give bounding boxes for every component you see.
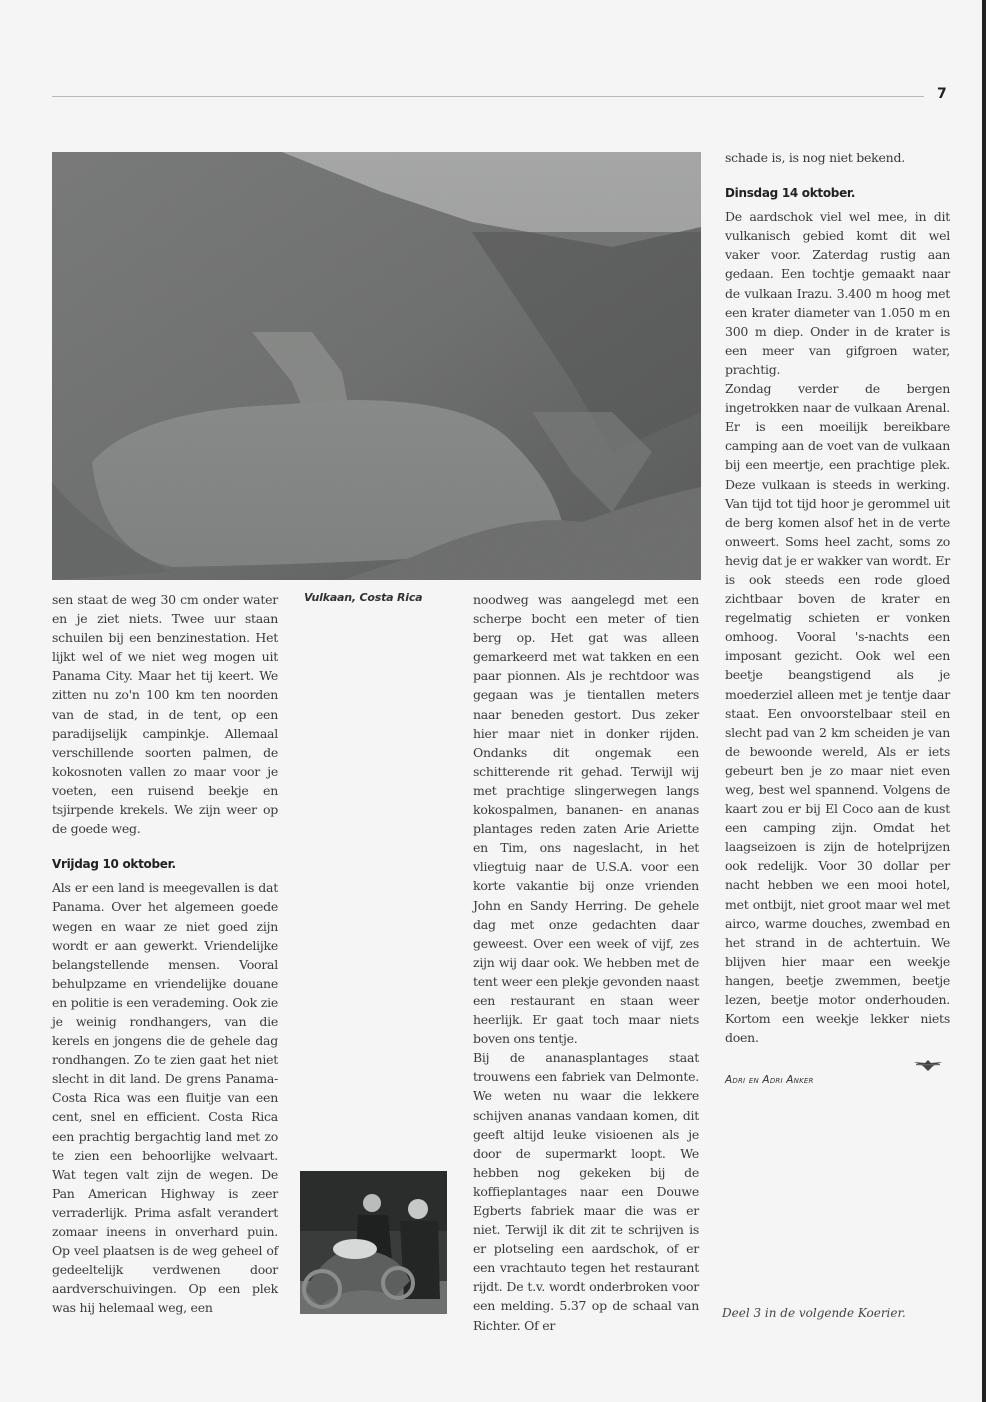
paragraph: Zondag verder de bergen ingetrokken naar de vulkaan Arenal. Er is een moeilijk bereikbare camping aan de voet van de vulkaan bij een meertje, een prachtige plek. Deze vulkaan is steeds in werking. Van tijd tot tijd hoor je gerommel uit de berg komen alsof het in de verte onweert. Soms heel zacht, soms zo hevig dat je er wakker van wordt. Er is ook steeds een rode gloed zichtbaar boven de krater en regelmatig schieten er vonken omhoog. Vooral 's-nachts een imposant gezicht. Ook wel een beetje beangstigend als je moederziel alleen met je tentje daar staat. Een onvoorstelbaar steil en slecht pad van 2 km scheiden je van de bewoonde wereld, Als er iets gebeurt ben je zo maar niet even weg, best wel spannend. Volgens de kaart zou er bij El Coco aan de kust een camping zijn. Omdat het laagseizoen is zijn de hotelprijzen ook redelijk. Voor 30 dollar per nacht hebben we een mooi hotel, met ontbijt, niet groot maar wel met airco, warme douches, zwembad en het strand in de achtertuin. We blijven hier maar een weekje hangen, beetje zwemmen, beetje lezen, beetje motor onderhouden. Kortom een weekje lekker niets doen. [725,381,950,1046]
motorcycle-photo [300,1171,447,1314]
volcano-photo [52,152,701,580]
author-signature: Adri en Adri Anker [725,1074,814,1087]
paragraph: Bij de ananasplantages staat trouwens een fabriek van Delmonte. We weten nu waar die lekkere schijven ananas vandaan komen, dit geeft altijd leuke visioenen als je door de supermarkt loopt. We hebben nog gekeken bij de koffieplantages naar een Douwe Egberts fabriek maar die was er niet. Terwijl ik dit zit te schrijven is er plotseling een aardschok, of er een vrachtauto tegen het restaurant rijdt. De t.v. wordt onderbroken voor een melding. 5.37 op de schaal van Richter. Of er [473,1050,699,1333]
photo-caption: Vulkaan, Costa Rica [304,591,423,604]
volcano-crater-image [52,152,701,580]
article-column-2 [473,590,699,1335]
section-heading: Vrijdag 10 oktober. [52,857,176,872]
article-column-1 [52,590,278,1317]
header-rule [52,96,924,97]
page-edge [982,0,986,1402]
winged-emblem-icon [913,1057,943,1073]
paragraph: noodweg was aangelegd met een scherpe bocht een meter of tien berg op. Het gat was alleen gemarkeerd met wat takken en een paar pionnen. Als je rechtdoor was gegaan was je tientallen meters naar beneden gestort. Dus zeker hier maar niet in donker rijden. Ondanks dit ongemak een schitterende rit gehad. Terwijl wij met prachtige slingerwegen langs kokospalmen, bananen- en ananas plantages reden zaten Arie Ariette en Tim, ons nageslacht, in het vliegtuig naar de U.S.A. voor een korte vakantie bij onze vrienden John en Sandy Herring. De gehele dag met onze gedachten daar geweest. Over een week of vijf, zes zijn wij daar ook. We hebben met de tent weer een plekje gevonden naast een restaurant en staan weer heerlijk. Er gaat toch maar niets boven ons tentje. [473,592,699,1047]
paragraph: schade is, is nog niet bekend. [725,150,905,165]
article-column-3 [725,148,950,1090]
section-heading: Dinsdag 14 oktober. [725,186,856,201]
riders-image [300,1171,447,1314]
paragraph: Als er een land is meegevallen is dat Panama. Over het algemeen goede wegen en waar ze niet goed zijn wordt er aan gewerkt. Vriendelijke belangstellende mensen. Vooral behulpzame en vriendelijke douane en politie is een verademing. Ook zie je weinig rondhangers, van die kerels en jongens die de gehele dag rondhangen. Zo te zien gaat het niet slecht in dit land. De grens Panama-Costa Rica was een fluitje van een cent, snel en efficient. Costa Rica een prachtig bergachtig land met zo te zien een behoorlijke welvaart. Wat tegen valt zijn de wegen. De Pan American Highway is zeer verraderlijk. Prima asfalt verandert zomaar ineens in onverhard puin. Op veel plaatsen is de weg geheel of gedeeltelijk verdwenen door aardverschuivingen. Op een plek was hij helemaal weg, een [52,880,278,1316]
paragraph: De aardschok viel wel mee, in dit vulkanisch gebied komt dit wel vaker voor. Zaterdag rustig aan gedaan. Een tochtje gemaakt naar de vulkaan Irazu. 3.400 m hoog met een krater diameter van 1.050 m en 300 m diep. Onder in de krater is een meer van gifgroen water, prachtig. [725,209,950,377]
continuation-note: Deel 3 in de volgende Koerier. [722,1306,906,1320]
page-number: 7 [937,86,947,102]
paragraph: sen staat de weg 30 cm onder water en je ziet niets. Twee uur staan schuilen bij een benzinestation. Het lijkt wel of we niet weg mogen uit Panama City. Maar het tij keert. We zitten nu zo'n 100 km ten noorden van de stad, in de tent, op een paradijselijk campinkje. Allemaal verschillende soorten palmen, de kokosnoten vallen zo maar voor je voeten, een ruisend beekje en tsjirpende krekels. We zijn weer op de goede weg. [52,592,278,837]
